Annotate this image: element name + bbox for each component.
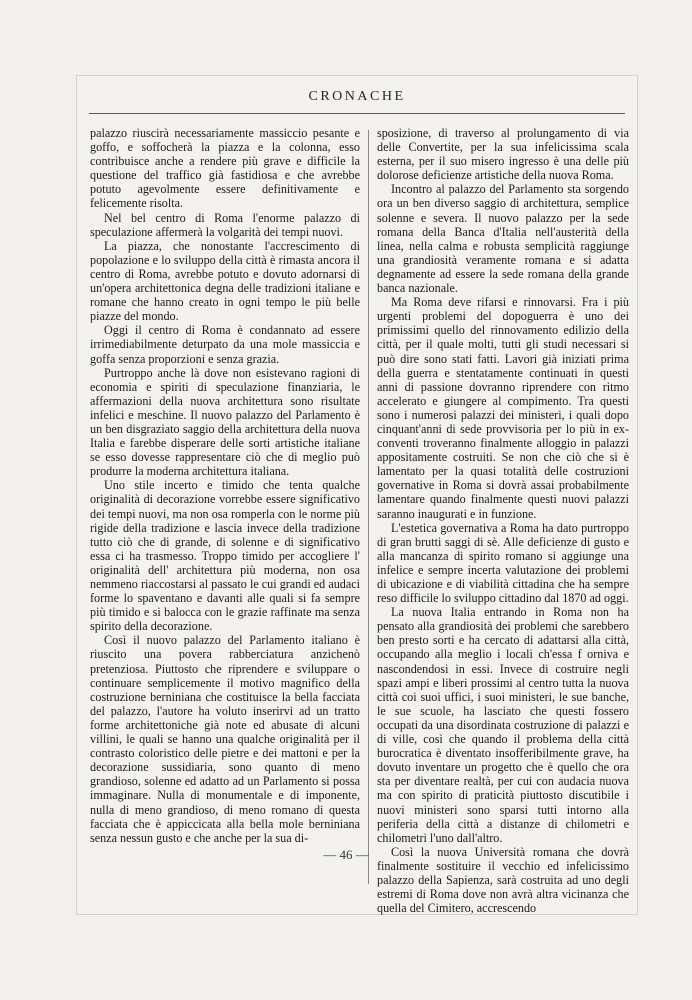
paragraph: Uno stile incerto e timido che tenta qualche originalità di decorazione vorrebbe essere significativo dei tempi nuovi, ma non osa romperla con le norme più rigide della tradizione e lascia invece della tradizione tutto ciò che di grande, di solenne e di significativo essa ci ha trasmesso. Troppo timido per accogliere l' originalità dell' architettura più moderna, non osa nemmeno riaccostarsi al passato le cui grandi ed audaci forme lo spaventano e davanti alle quali si fa sempre più timido e si balocca con le grazie raffinate ma senza spirito della decorazione. (90, 478, 360, 634)
paragraph: Purtroppo anche là dove non esistevano ragioni di economia e spiriti di speculazione finanziaria, le affermazioni della nuova architettura sono risultate infelici e meschine. Il nuovo palazzo del Parlamento è un ben disgraziato saggio della architettura della nuova Italia e farebbe disperare delle sorti artistiche italiane se esso dovesse rappresentare ciò che di meglio può produrre la moderna architettura italiana. (90, 365, 360, 479)
paragraph: Incontro al palazzo del Parlamento sta sorgendo ora un ben diverso saggio di architettura, semplice solenne e severa. Il nuovo palazzo per la sede romana della Banca d'Italia nell'austerità della linea, nella calma e robusta semplicità raggiunge una grandiosità veramente romana e si adatta degnamente ad essere la sede romana della grande banca nazionale. (377, 182, 629, 296)
left-column (90, 126, 360, 845)
running-header: CRONACHE (308, 89, 406, 104)
paragraph: Così la nuova Università romana che dovrà finalmente sostituire il vecchio ed infelicissimo palazzo della Sapienza, sarà costruita ad uno degli estremi di Roma dove non avrà altra vicinanza che quella del Cimitero, accrescendo (377, 844, 629, 916)
header-rule (89, 113, 625, 114)
paragraph: sposizione, di traverso al prolungamento di via delle Convertite, per la sua infelicissima scala esterna, per il suo misero ingresso è una delle più dolorose deficienze artistiche della nuova Roma. (377, 126, 629, 183)
paragraph: palazzo riuscirà necessariamente massiccio pesante e goffo, e soffocherà la piazza e la colonna, esso contribuisce anche a rendere più grave e difficile la questione del traffico già fastidiosa e che avrebbe potuto agevolmente essere definitivamente e felicemente risolta. (90, 126, 360, 211)
paragraph: Ma Roma deve rifarsi e rinnovarsi. Fra i più urgenti problemi del dopoguerra è uno dei primissimi quello del rinnovamento edilizio della città, per il quale molti, tutti gli studi necessari si può dire sono stati fatti. Lavori già iniziati prima della guerra e stentatamente continuati in questi anni di passione dovranno riprendere con ritmo accelerato e giungere al compimento. Tra questi sono i numerosi palazzi dei ministeri, i quali dopo cinquant'anni di sede provvisoria per lo più in ex-conventi troveranno finalmente alloggio in palazzi appositamente costruiti. Se non che ciò che si è lamentato per la quasi totalità delle costruzioni governative in Roma si dovrà assai probabilmente lamentare quando finalmente questi nuovi palazzi saranno inaugurati e in funzione. (377, 295, 629, 521)
paragraph: La nuova Italia entrando in Roma non ha pensato alla grandiosità dei problemi che sarebbero ben presto sorti e ha cercato di adattarsi alla città, occupando alla meglio i locali ch'essa f orniva e nascondendosi in essi. Invece di costruire negli spazi ampi e liberi prossimi al centro tutta la nuova città coi suoi uffici, i suoi ministeri, le sue banche, le sue scuole, ha lasciato che questi fossero occupati da una disordinata costruzione di palazzi e di ville, così che quando il problema della città burocratica è diventato insofferibilmente grave, ha dovuto inventare un progetto che è quello che ora sta per diventare realtà, per cui con audacia nuova ma con spirito di praticità piuttosto discutibile i nuovi ministeri sono sparsi tutti intorno alla periferia della città a distanze di chilometri e chilometri l'uno dall'altro. (377, 605, 629, 845)
paragraph: Così il nuovo palazzo del Parlamento italiano è riuscito una povera rabberciatura anzichenò pretenziosa. Piuttosto che riprendere e sviluppare o continuare semplicemente il motivo magnifico della costruzione berniniana che costituisce la bella facciata del palazzo, l'autore ha voluto inserirvi ad un tratto forme architettoniche già note ed abusate di alcuni villini, le quali se hanno una qualche originalità per il contrasto coloristico delle pietre e dei mattoni e per la decorazione sussidiaria, sono quanto di meno grandioso, solenne ed adatto ad un Parlamento si possa immaginare. Nulla di monumentale e di imponente, nulla di meno grandioso, di meno romano di questa facciata che è appiccicata alla bella mole berniniana senza nessun gusto e che anche per la sua di- (90, 633, 360, 845)
page-frame (76, 75, 638, 915)
page-number: — 46 — (323, 847, 369, 862)
paragraph: Oggi il centro di Roma è condannato ad essere irrimediabilmente deturpato da una mole massiccia e goffa senza proporzioni e senza grazia. (90, 323, 360, 366)
paragraph: L'estetica governativa a Roma ha dato purtroppo di gran brutti saggi di sè. Alle deficienze di gusto e alla mancanza di spirito romano si aggiunge una infelice e sempre incerta valutazione dei problemi di ubicazione e di viabilità cittadina che ha sempre reso difficile lo sviluppo cittadino dal 1870 ad oggi. (377, 520, 629, 606)
right-column (377, 126, 629, 915)
column-divider (368, 130, 369, 884)
paragraph: Nel bel centro di Roma l'enorme palazzo di speculazione affermerà la volgarità dei tempi nuovi. (90, 210, 360, 239)
paragraph: La piazza, che nonostante l'accrescimento di popolazione e lo sviluppo della città è rimasta ancora il centro di Roma, avrebbe potuto e dovuto adornarsi di un'opera architettonica degna delle tradizioni italiane e romane che hanno creato in ogni tempo le più belle piazze del mondo. (90, 238, 360, 324)
